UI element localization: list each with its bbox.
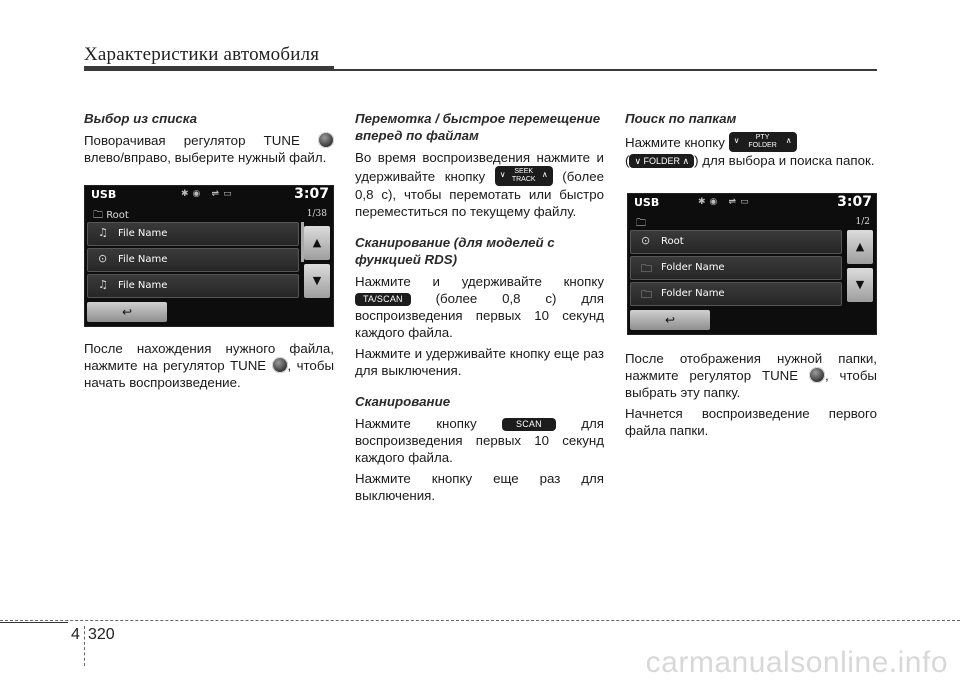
track-label: TRACK [511,176,536,183]
chevron-down-icon: ∨ [499,170,506,179]
scroll-down-button[interactable]: ▼ [304,264,330,298]
list-item[interactable] [87,222,299,246]
text: Во время воспроизведения нажмите и удерживайте кнопку [355,150,604,184]
chevron-up-icon: ∧ [785,136,792,145]
paragraph-seek [355,149,604,220]
folder-icon: 🗀 [636,218,646,229]
paragraph-press-tune [84,340,334,391]
column-list-select-after [84,340,334,395]
footer-separator [84,626,86,666]
play-icon: ⊙ [641,234,651,247]
text: После отображения нужной папки, нажмите регулятор TUNE [625,351,877,383]
column-folder-search [625,110,877,173]
text: ( [625,153,630,168]
paragraph-press-tune-folder [625,350,877,401]
paragraph-ta-scan [355,273,604,341]
list-item-label: File Name [118,254,168,265]
play-icon: ⊙ [98,252,108,265]
list-item-label: File Name [118,228,168,239]
list-item[interactable] [630,256,842,280]
usb-label: USB [634,196,660,209]
folder-label: FOLDER [748,142,777,149]
screen-status-bar [628,194,876,212]
tune-knob-icon [318,132,334,148]
chevron-down-icon: ∨ [733,136,740,145]
text: влево/вправо, выберите нужный файл. [84,150,327,165]
paragraph-ta-scan-off: Нажмите и удерживайте кнопку еще раз для выключения. [355,346,604,378]
text: (более 0,8 с), чтобы перемотать или быстро переместиться по текущему файлу. [355,169,604,219]
status-icons: ✱◉ ⇌▭ [698,197,753,207]
list-item[interactable] [87,248,299,272]
list-item-label: Root [661,236,684,247]
usb-file-screen [84,185,334,327]
text: Нажмите кнопку [625,135,725,150]
clock: 3:07 [837,194,872,210]
text: ) для выбора и поиска папок. [694,153,875,168]
folder-button-icon: ∨ FOLDER ∧ [629,154,694,168]
music-note-icon: ♫ [98,278,108,291]
heading-scan: Сканирование [355,394,451,409]
text: , чтобы начать воспроизведение. [84,358,335,390]
clock: 3:07 [294,186,329,202]
page-header-title: Характеристики автомобиля [84,44,320,65]
screen-status-bar [85,186,333,204]
paragraph-play-first: Начнется воспроизведение первого файла папки. [625,406,877,438]
file-count: 1/38 [306,209,327,219]
back-button[interactable]: ↩ [630,310,710,330]
chapter-number: 4 [71,626,80,643]
heading-scan-rds: Сканирование (для моделей с функцией RDS) [355,235,555,267]
paragraph-folder [625,132,877,169]
tune-knob-icon [809,367,825,383]
list-item[interactable] [87,274,299,298]
heading-folder-search: Поиск по папкам [625,111,737,126]
path-text: Root [106,210,129,221]
footer-rule [0,620,960,621]
page-number: 320 [88,626,115,643]
pty-folder-button-icon [729,132,797,152]
folder-icon: 🗀 [641,262,652,275]
scroll-up-button[interactable]: ▲ [847,230,873,264]
status-icons: ✱◉ ⇌▭ [181,189,236,199]
list-item-label: File Name [118,280,168,291]
text: Нажмите кнопку [355,416,477,431]
chevron-up-icon: ∧ [541,170,548,179]
column-list-select [84,110,334,170]
paragraph-scan-off: Нажмите кнопку еще раз для выключения. [355,471,604,503]
paragraph-scan [355,415,604,466]
tune-knob-icon [272,357,288,373]
scroll-up-button[interactable]: ▲ [304,226,330,260]
header-rule [334,69,877,71]
usb-label: USB [91,188,117,201]
scan-button-icon: SCAN [502,418,556,431]
text: Поворачивая регулятор TUNE [84,133,300,148]
music-note-icon: ♫ [98,226,108,239]
folder-count: 1/2 [855,217,870,227]
usb-folder-screen [627,193,877,335]
text: , чтобы выбрать эту папку. [625,368,877,400]
list-item[interactable] [630,230,842,254]
column-seek-scan [355,110,604,508]
heading-list-select: Выбор из списка [84,111,198,126]
column-folder-after [625,350,877,443]
footer-rule-solid [0,622,68,623]
scroll-down-button[interactable]: ▼ [847,268,873,302]
pty-label: PTY [755,134,770,141]
text: для воспроизведения первых 10 секунд каждого файла. [355,416,604,465]
folder-pill-label: FOLDER [643,156,681,166]
list-item-label: Folder Name [661,262,725,273]
seek-track-button-icon [495,166,553,186]
heading-seek: Перемотка / быстрое перемещение вперед по файлам [355,111,601,143]
text: После нахождения нужного файла, нажмите на регулятор TUNE [84,341,334,373]
header-bar [84,66,334,71]
list-item-label: Folder Name [661,288,725,299]
list-item[interactable] [630,282,842,306]
seek-label: SEEK [514,168,534,175]
text: (более 0,8 с) для воспроизведения первых 10 секунд каждого файла. [355,291,604,340]
ta-scan-button-icon: TA/SCAN [355,293,411,306]
back-button[interactable]: ↩ [87,302,167,322]
text: Нажмите и удерживайте кнопку [355,274,604,289]
watermark: carmanualsonline.info [645,646,948,679]
folder-icon: 🗀 [641,288,652,301]
paragraph-rotate-tune [84,132,334,166]
folder-icon: 🗀 [93,210,103,221]
